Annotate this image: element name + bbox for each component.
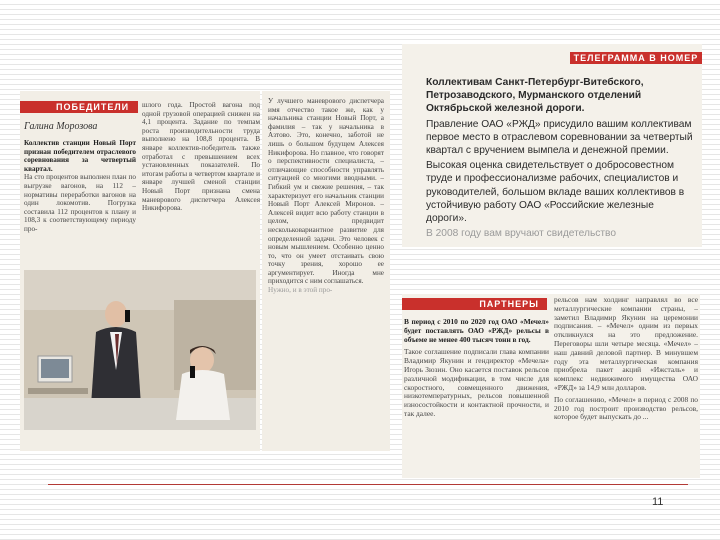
footer-rule: [48, 484, 688, 485]
dispatchers-illustration: [24, 270, 256, 430]
clipping-telegram: [402, 44, 702, 247]
partners-lead: В период с 2010 по 2020 год ОАО «Мечел» будет поставлять ОАО «РЖД» рельсы в объеме не менее 400 тысяч тонн в год.: [404, 318, 549, 344]
winners-col1-body: На сто процентов выполнен план по выгрузке вагонов, на 112 – нормативы переработки вагонов на один локомотив. Погрузка составила 112 процентов к плану и 108,3 к соответствующему периоду про-: [24, 173, 136, 233]
clipping-winners-col3: [262, 91, 390, 451]
clipping-partners: [402, 294, 700, 478]
winners-column-3-text: [268, 97, 384, 427]
telegram-text: [426, 76, 696, 240]
partners-col1-body: Такое соглашение подписали глава компании Владимир Якунин и гендиректор «Мечела» Игорь Зюзин. Оно касается поставок рельсов различной модификации, в том числе для скоростного, совмещенного движения, низкотемпературных, рельсов повышенной износостойкости и контактной прочности, и так далее.: [404, 347, 549, 418]
page-number: 11: [652, 496, 664, 508]
telegram-para-3: Высокая оценка свидетельствует о добросовестном труде и профессионализме рабочих, специалистов и руководителей, большом вкладе ваших коллективов в устойчивую работу ОАО «Российские железные дороги».: [426, 160, 685, 225]
winners-col3-tail: Нужно, и в этой про-: [268, 286, 333, 295]
winners-col3-body: У лучшего маневрового диспетчера имя отчество такое же, как у начальника станции Новый Порт, а фамилия – так у начальника в Азтово. Это, конечно, заботой не лишь о большом будущем Алексея Никифорова. Но главное, что говорят о перспективности специалиста, – отличающие способности управлять ситуацией со многими вводными. – Гибкий ум и свежие решения, – так характеризует его начальник станции Новый Порт Алексей Миронов. – Алексей видит всю работу станции в целом, предвидит нескольковариантное развитие для определенной задачи. Это человек с новым мышлением. Особенно ценно то, что он умеет отстаивать свою точку зрения, хорошо ее аргументирует. Иногда мне приходится с ним соглашаться.: [268, 97, 384, 286]
winners-lead: Коллектив станции Новый Порт признан победителем отраслевого соревнования за четвертый квартал.: [24, 139, 136, 173]
winners-column-1: [24, 139, 136, 289]
section-label-text: ТЕЛЕГРАММА В НОМЕР: [573, 53, 699, 63]
partners-column-1: [404, 318, 549, 476]
section-label-winners: [20, 101, 138, 113]
section-label-text: ПАРТНЕРЫ: [479, 299, 539, 309]
partners-col2-tail: По соглашению, «Мечел» в период с 2008 по 2010 год построит производство рельсов, которое будет выпускать до ...: [554, 394, 698, 422]
author-name: Галина Морозова: [24, 121, 98, 132]
section-label-text: ПОБЕДИТЕЛИ: [56, 102, 130, 112]
telegram-para-1: Коллективам Санкт-Петербург-Витебского, Петрозаводского, Мурманского отделений Октябрьской железной дороги.: [426, 77, 644, 115]
clipping-winners: [20, 91, 260, 451]
section-label-partners: [402, 298, 547, 310]
telegram-para-2: Правление ОАО «РЖД» присудило вашим коллективам первое место в отраслевом соревновании за четвертый квартал с вручением вымпела и денежной премии.: [426, 118, 693, 157]
partners-column-2: [554, 296, 698, 476]
partners-col2-body: рельсов нам холдинг направлял во все металлургические компании страны, – заметил Владимир Якунин на церемонии подписания. – «Мечел» одним из первых откликнулся на это предложение. Переговоры шли четыре месяца. «Мечел» – наш давний деловой партнер. В минувшем году эта металлургическая компания приобрела пакет акций «Ижсталь» и комплекс недвижимого имущества ОАО «РЖД» за 14,9 млн долларов.: [554, 296, 698, 392]
section-label-telegram: [570, 52, 702, 64]
winners-col2-body: шлого года. Простой вагона под одной грузовой операцией снижен на 4,1 процента. Задание по темпам роста производительности труда выполнено на 108,8 процента. В январе коллектив-победитель также отработал с превышением всех установленных показателей. По итогам работы в четвертом квартале и январе лучшей сменой станции Новый Порт признана смена маневрового диспетчера Алексея Никифорова.: [142, 101, 260, 213]
telegram-para-4: В 2008 году вам вручают свидетельство: [426, 228, 616, 240]
photo-dispatchers: [24, 270, 256, 430]
winners-column-2: [142, 101, 260, 281]
